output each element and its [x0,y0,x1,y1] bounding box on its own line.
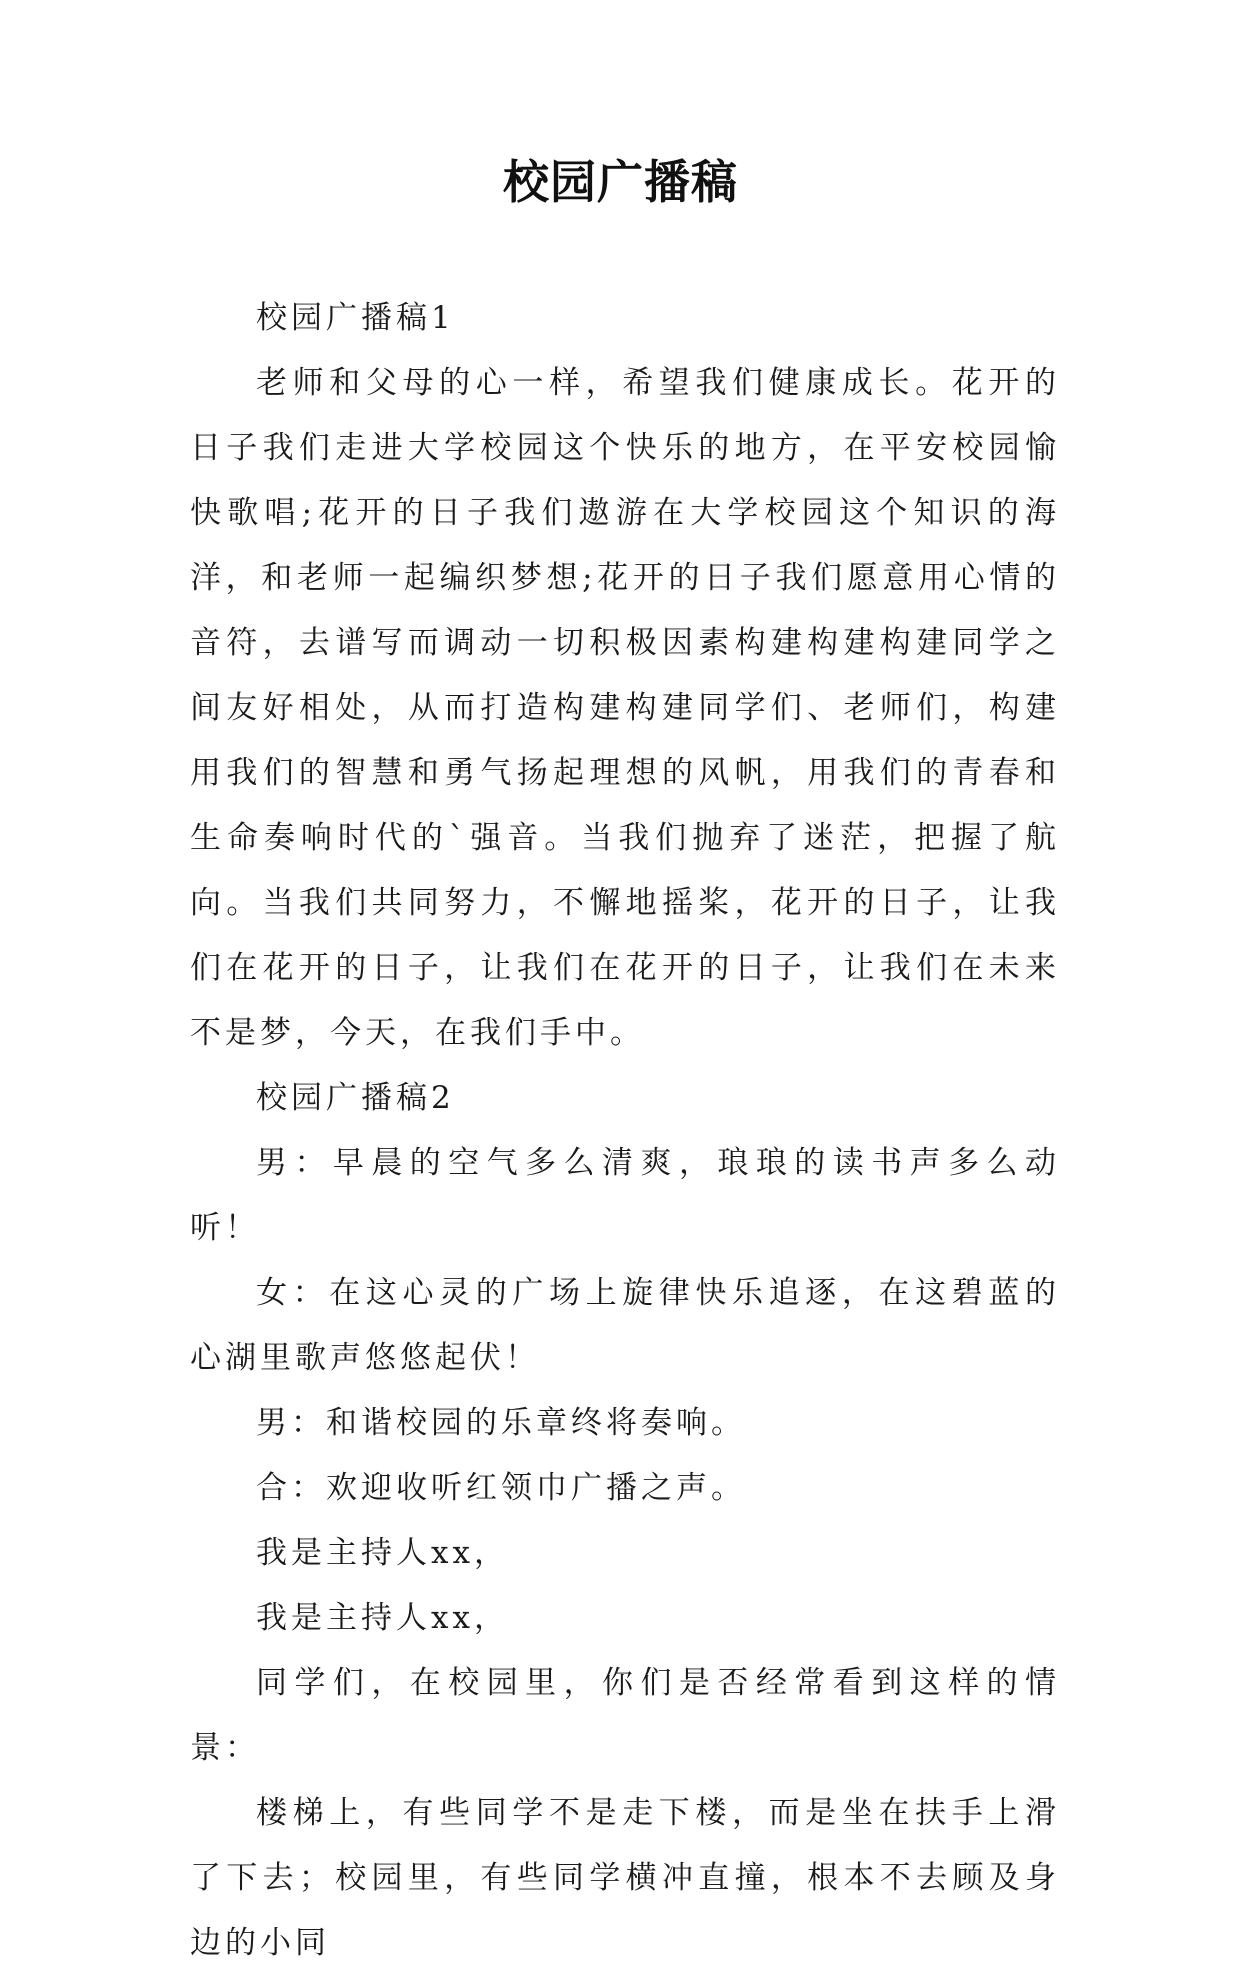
section-heading-2: 校园广播稿2 [256,1080,455,1116]
paragraph: 我是主持人xx， [256,1535,509,1571]
paragraph: 男：和谐校园的乐章终将奏响。 [256,1405,746,1441]
paragraph: 楼梯上，有些同学不是走下楼，而是坐在扶手上滑了下去；校园里，有些同学横冲直撞，根本不去顾及身边的小同 [190,1795,1060,1961]
document-title: 校园广播稿 [503,155,738,209]
paragraph: 同学们，在校园里，你们是否经常看到这样的情景： [190,1665,1060,1766]
document-body [190,286,1060,1976]
paragraph: 我是主持人xx， [256,1600,509,1636]
paragraph: 女：在这心灵的广场上旋律快乐追逐，在这碧蓝的心湖里歌声悠悠起伏！ [190,1275,1060,1376]
paragraph: 老师和父母的心一样，希望我们健康成长。花开的日子我们走进大学校园这个快乐的地方，在平安校园愉快歌唱;花开的日子我们遨游在大学校园这个知识的海洋，和老师一起编织梦想;花开的日子我们愿意用心情的音符，去谱写而调动一切积极因素构建构建构建同学之间友好相处，从而打造构建构建同学们、老师们，构建用我们的智慧和勇气扬起理想的风帆，用我们的青春和生命奏响时代的`强音。当我们抛弃了迷茫，把握了航向。当我们共同努力，不懈地摇桨，花开的日子，让我们在花开的日子，让我们在花开的日子，让我们在未来不是梦，今天，在我们手中。 [190,365,1060,1051]
section-heading-1: 校园广播稿1 [256,300,455,336]
paragraph: 男：早晨的空气多么清爽，琅琅的读书声多么动听！ [190,1145,1060,1246]
paragraph: 合：欢迎收听红领巾广播之声。 [256,1470,746,1506]
